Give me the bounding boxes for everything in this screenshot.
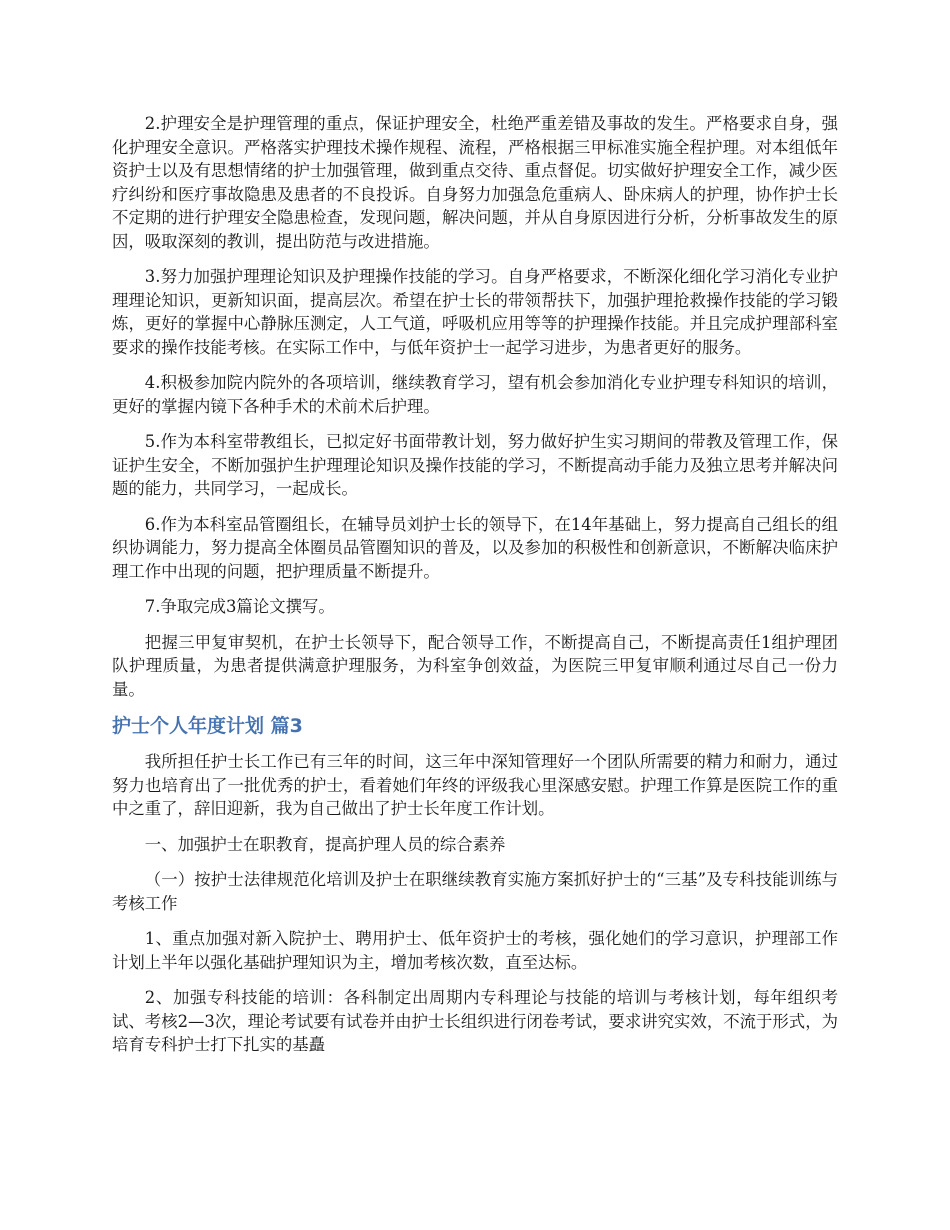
paragraph-teaching-leader: 5.作为本科室带教组长，已拟定好书面带教计划，努力做好护生实习期间的带教及管理工作，保证护生安全，不断加强护生护理理论知识及操作技能的学习，不断提高动手能力及独立思考并解决问题的能力，共同学习，一起成长。 [112,432,838,498]
section-heading: 护士个人年度计划 篇3 [112,715,303,737]
paragraph-training: 4.积极参加院内院外的各项培训，继续教育学习，望有机会参加消化专业护理专科知识的培训，更好的掌握内镜下各种手术的术前术后护理。 [112,373,838,416]
paragraph-intro: 我所担任护士长工作已有三年的时间，这三年中深知管理好一个团队所需要的精力和耐力，通过努力也培育出了一批优秀的护士，看着她们年终的评级我心里深感安慰。护理工作算是医院工作的重中之重了，辞旧迎新，我为自己做出了护士长年度工作计划。 [112,752,838,818]
paragraph-theory-skills: 3.努力加强护理理论知识及护理操作技能的学习。自身严格要求，不断深化细化学习消化专业护理理论知识，更新知识面，提高层次。希望在护士长的带领帮扶下，加强护理抢救操作技能的学习锻炼，更好的掌握中心静脉压测定，人工气道，呼吸机应用等等的护理操作技能。并且完成护理部科室要求的操作技能考核。在实际工作中，与低年资护士一起学习进步，为患者更好的服务。 [112,267,838,357]
paragraph-item-two: 2、加强专科技能的培训：各科制定出周期内专科理论与技能的培训与考核计划，每年组织考试、考核2—3次，理论考试要有试卷并由护士长组织进行闭卷考试，要求讲究实效，不流于形式，为培育专科护士打下扎实的基矗 [112,988,838,1054]
paragraph-safety: 2.护理安全是护理管理的重点，保证护理安全，杜绝严重差错及事故的发生。严格要求自身，强化护理安全意识。严格落实护理技术操作规程、流程，严格根据三甲标准实施全程护理。对本组低年资护士以及有思想情绪的护士加强管理，做到重点交待、重点督促。切实做好护理安全工作，减少医疗纠纷和医疗事故隐患及患者的不良投诉。自身努力加强急危重病人、卧床病人的护理，协作护士长不定期的进行护理安全隐患检查，发现问题，解决问题，并从自身原因进行分析，分析事故发生的原因，吸取深刻的教训，提出防范与改进措施。 [112,114,838,251]
paragraph-summary: 把握三甲复审契机，在护士长领导下，配合领导工作，不断提高自己，不断提高责任1组护理团队护理质量，为患者提供满意护理服务，为科室争创效益，为医院三甲复审顺利通过尽自己一份力量。 [112,632,838,699]
paragraph-section-one: 一、加强护士在职教育，提高护理人员的综合素养 [144,834,506,854]
paragraph-papers: 7.争取完成3篇论文撰写。 [144,597,335,616]
paragraph-subsection-one: （一）按护士法律规范化培训及护士在职继续教育实施方案抓好护士的“三基”及专科技能训练与考核工作 [112,870,838,913]
paragraph-item-one: 1、重点加强对新入院护士、聘用护士、低年资护士的考核，强化她们的学习意识，护理部工作计划上半年以强化基础护理知识为主，增加考核次数，直至达标。 [112,929,838,972]
document-page [112,112,838,1069]
paragraph-qcc-leader: 6.作为本科室品管圈组长，在辅导员刘护士长的领导下，在14年基础上，努力提高自己组长的组织协调能力，努力提高全体圈员品管圈知识的普及，以及参加的积极性和创新意识，不断解决临床护理工作中出现的问题，把护理质量不断提升。 [112,514,838,581]
